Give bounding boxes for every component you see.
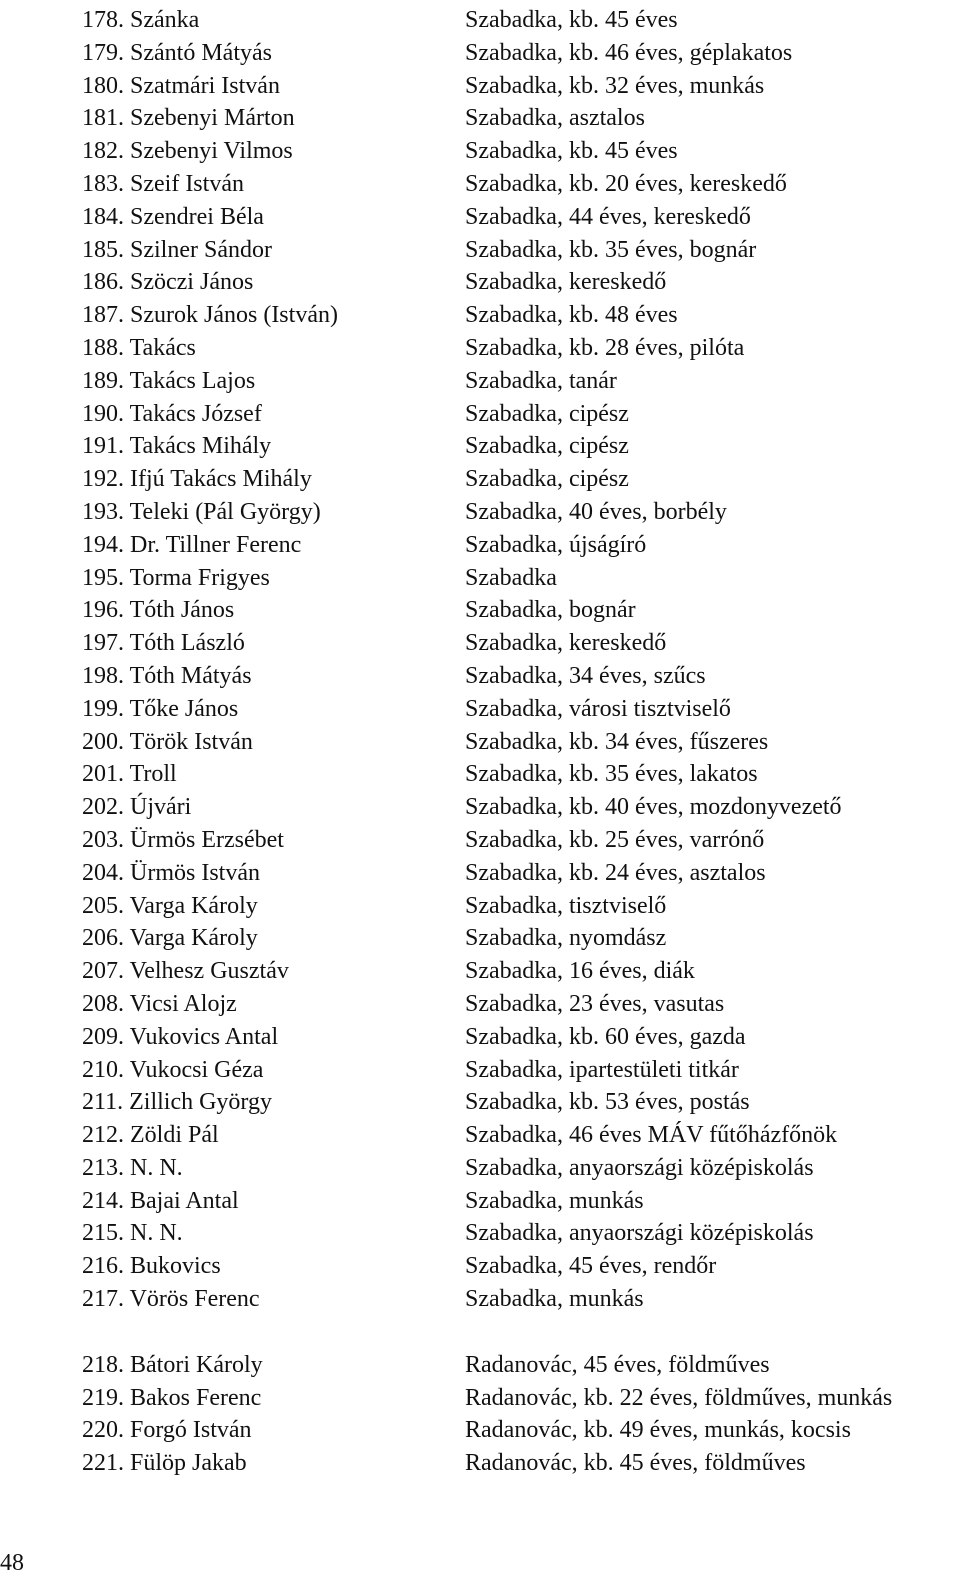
person-details: Szabadka, 40 éves, borbély	[465, 498, 727, 525]
person-details: Szabadka, kb. 35 éves, lakatos	[465, 761, 758, 788]
person-name: 198. Tóth Mátyás	[82, 662, 252, 689]
person-name: 218. Bátori Károly	[82, 1351, 263, 1378]
list-item	[0, 70, 960, 103]
list-item	[0, 1185, 960, 1218]
person-details: Radanovác, kb. 45 éves, földműves	[465, 1450, 806, 1477]
person-name: 189. Takács Lajos	[82, 367, 256, 394]
person-details: Szabadka, kb. 48 éves	[465, 302, 678, 329]
person-details: Szabadka, kb. 45 éves	[465, 138, 678, 165]
person-name: 197. Tóth László	[82, 630, 245, 657]
person-details: Szabadka, kb. 53 éves, postás	[465, 1089, 750, 1116]
person-name: 178. Szánka	[82, 7, 200, 33]
person-name: 200. Török István	[82, 728, 253, 755]
list-item	[0, 1021, 960, 1054]
person-details: Szabadka, kereskedő	[465, 269, 667, 296]
list-item	[0, 1250, 960, 1283]
person-details: Szabadka, cipész	[465, 433, 629, 460]
list-item	[0, 562, 960, 595]
page-number: 48	[0, 1550, 24, 1576]
person-name: 194. Dr. Tillner Ferenc	[82, 531, 302, 558]
list-item	[0, 463, 960, 496]
person-details: Szabadka, munkás	[465, 1187, 644, 1214]
list-item	[0, 37, 960, 70]
list-item	[0, 168, 960, 201]
person-details: Szabadka, tisztviselő	[465, 892, 667, 919]
list-item	[0, 1054, 960, 1087]
person-details: Szabadka, kb. 25 éves, varrónő	[465, 826, 765, 853]
person-details: Szabadka, cipész	[465, 400, 629, 427]
list-item	[0, 234, 960, 267]
person-details: Szabadka, 34 éves, szűcs	[465, 662, 706, 689]
list-item	[0, 496, 960, 529]
person-name: 188. Takács	[82, 334, 196, 361]
list-item	[0, 135, 960, 168]
person-details: Szabadka, kb. 46 éves, géplakatos	[465, 39, 793, 66]
list-item	[0, 988, 960, 1021]
person-name: 183. Szeif István	[82, 170, 244, 197]
person-name: 208. Vicsi Alojz	[82, 990, 237, 1017]
person-name: 186. Szöczi János	[82, 269, 254, 296]
person-name: 207. Velhesz Gusztáv	[82, 958, 289, 985]
person-name: 214. Bajai Antal	[82, 1187, 239, 1214]
person-name: 219. Bakos Ferenc	[82, 1384, 262, 1411]
list-item	[0, 332, 960, 365]
list-item	[0, 1119, 960, 1152]
person-name: 185. Szilner Sándor	[82, 236, 272, 263]
person-name: 216. Bukovics	[82, 1253, 221, 1280]
person-details: Szabadka, kb. 20 éves, kereskedő	[465, 170, 787, 197]
person-details: Szabadka, asztalos	[465, 105, 645, 132]
person-details: Szabadka, munkás	[465, 1286, 644, 1313]
list-item	[0, 726, 960, 759]
person-name: 220. Forgó István	[82, 1417, 252, 1444]
list-item	[0, 890, 960, 923]
person-details: Szabadka, 44 éves, kereskedő	[465, 203, 751, 230]
person-name: 199. Tőke János	[82, 695, 239, 722]
list-item	[0, 1283, 960, 1316]
person-name: 215. N. N.	[82, 1220, 183, 1247]
person-name: 179. Szántó Mátyás	[82, 39, 272, 66]
person-details: Szabadka, ipartestületi titkár	[465, 1056, 739, 1083]
victim-list	[0, 4, 960, 1480]
person-name: 192. Ifjú Takács Mihály	[82, 466, 312, 493]
person-details: Szabadka, kb. 60 éves, gazda	[465, 1023, 746, 1050]
list-item	[0, 824, 960, 857]
list-item	[0, 201, 960, 234]
list-item	[0, 594, 960, 627]
person-name: 217. Vörös Ferenc	[82, 1286, 260, 1313]
list-item	[0, 1382, 960, 1415]
person-name: 202. Újvári	[82, 794, 192, 821]
list-item	[0, 529, 960, 562]
person-name: 203. Ürmös Erzsébet	[82, 826, 284, 853]
person-name: 181. Szebenyi Márton	[82, 105, 295, 132]
list-item	[0, 1086, 960, 1119]
list-item	[0, 857, 960, 890]
person-name: 205. Varga Károly	[82, 892, 258, 919]
list-item	[0, 693, 960, 726]
list-item	[0, 430, 960, 463]
list-item	[0, 791, 960, 824]
list-item	[0, 4, 960, 37]
person-name: 180. Szatmári István	[82, 72, 280, 99]
person-name: 187. Szurok János (István)	[82, 302, 338, 329]
person-details: Szabadka, anyaországi középiskolás	[465, 1220, 814, 1247]
person-name: 213. N. N.	[82, 1154, 183, 1181]
person-details: Szabadka, 46 éves MÁV fűtőházfőnök	[465, 1122, 838, 1149]
person-name: 210. Vukocsi Géza	[82, 1056, 264, 1083]
person-name: 184. Szendrei Béla	[82, 203, 264, 230]
list-item	[0, 266, 960, 299]
list-item	[0, 102, 960, 135]
person-name: 221. Fülöp Jakab	[82, 1450, 247, 1477]
list-item	[0, 398, 960, 431]
list-item	[0, 758, 960, 791]
person-details: Szabadka, 45 éves, rendőr	[465, 1253, 717, 1280]
person-details: Szabadka, kb. 45 éves	[465, 7, 678, 33]
person-name: 193. Teleki (Pál György)	[82, 498, 321, 525]
person-details: Szabadka, kb. 34 éves, fűszeres	[465, 728, 769, 755]
person-details: Radanovác, kb. 22 éves, földműves, munkás	[465, 1384, 893, 1411]
list-item	[0, 1414, 960, 1447]
person-details: Radanovác, kb. 49 éves, munkás, kocsis	[465, 1417, 851, 1444]
list-item	[0, 922, 960, 955]
person-details: Szabadka, nyomdász	[465, 925, 667, 952]
list-item	[0, 365, 960, 398]
person-details: Szabadka, városi tisztviselő	[465, 695, 731, 722]
person-name: 196. Tóth János	[82, 597, 235, 624]
person-details: Szabadka, kb. 24 éves, asztalos	[465, 859, 766, 886]
person-name: 206. Varga Károly	[82, 925, 258, 952]
list-item	[0, 660, 960, 693]
list-item	[0, 1349, 960, 1382]
person-name: 211. Zillich György	[82, 1089, 272, 1116]
person-name: 212. Zöldi Pál	[82, 1122, 219, 1149]
person-details: Szabadka, 16 éves, diák	[465, 958, 695, 985]
person-details: Szabadka, cipész	[465, 466, 629, 493]
person-name: 201. Troll	[82, 761, 177, 788]
person-details: Szabadka, bognár	[465, 597, 636, 624]
person-name: 204. Ürmös István	[82, 859, 260, 886]
person-name: 190. Takács József	[82, 400, 262, 427]
list-item	[0, 1447, 960, 1480]
person-name: 209. Vukovics Antal	[82, 1023, 279, 1050]
person-details: Szabadka, tanár	[465, 367, 617, 394]
person-name: 182. Szebenyi Vilmos	[82, 138, 293, 165]
list-item	[0, 299, 960, 332]
person-details: Radanovác, 45 éves, földműves	[465, 1351, 770, 1378]
list-item	[0, 1217, 960, 1250]
list-item	[0, 627, 960, 660]
person-name: 191. Takács Mihály	[82, 433, 272, 460]
person-details: Szabadka, kereskedő	[465, 630, 667, 657]
person-details: Szabadka, kb. 28 éves, pilóta	[465, 334, 745, 361]
list-item	[0, 1152, 960, 1185]
person-details: Szabadka, kb. 32 éves, munkás	[465, 72, 765, 99]
person-details: Szabadka, újságíró	[465, 531, 647, 558]
person-details: Szabadka, anyaországi középiskolás	[465, 1154, 814, 1181]
list-item	[0, 955, 960, 988]
person-details: Szabadka	[465, 564, 557, 591]
person-details: Szabadka, 23 éves, vasutas	[465, 990, 725, 1017]
person-details: Szabadka, kb. 40 éves, mozdonyvezető	[465, 794, 842, 821]
person-name: 195. Torma Frigyes	[82, 564, 270, 591]
person-details: Szabadka, kb. 35 éves, bognár	[465, 236, 757, 263]
